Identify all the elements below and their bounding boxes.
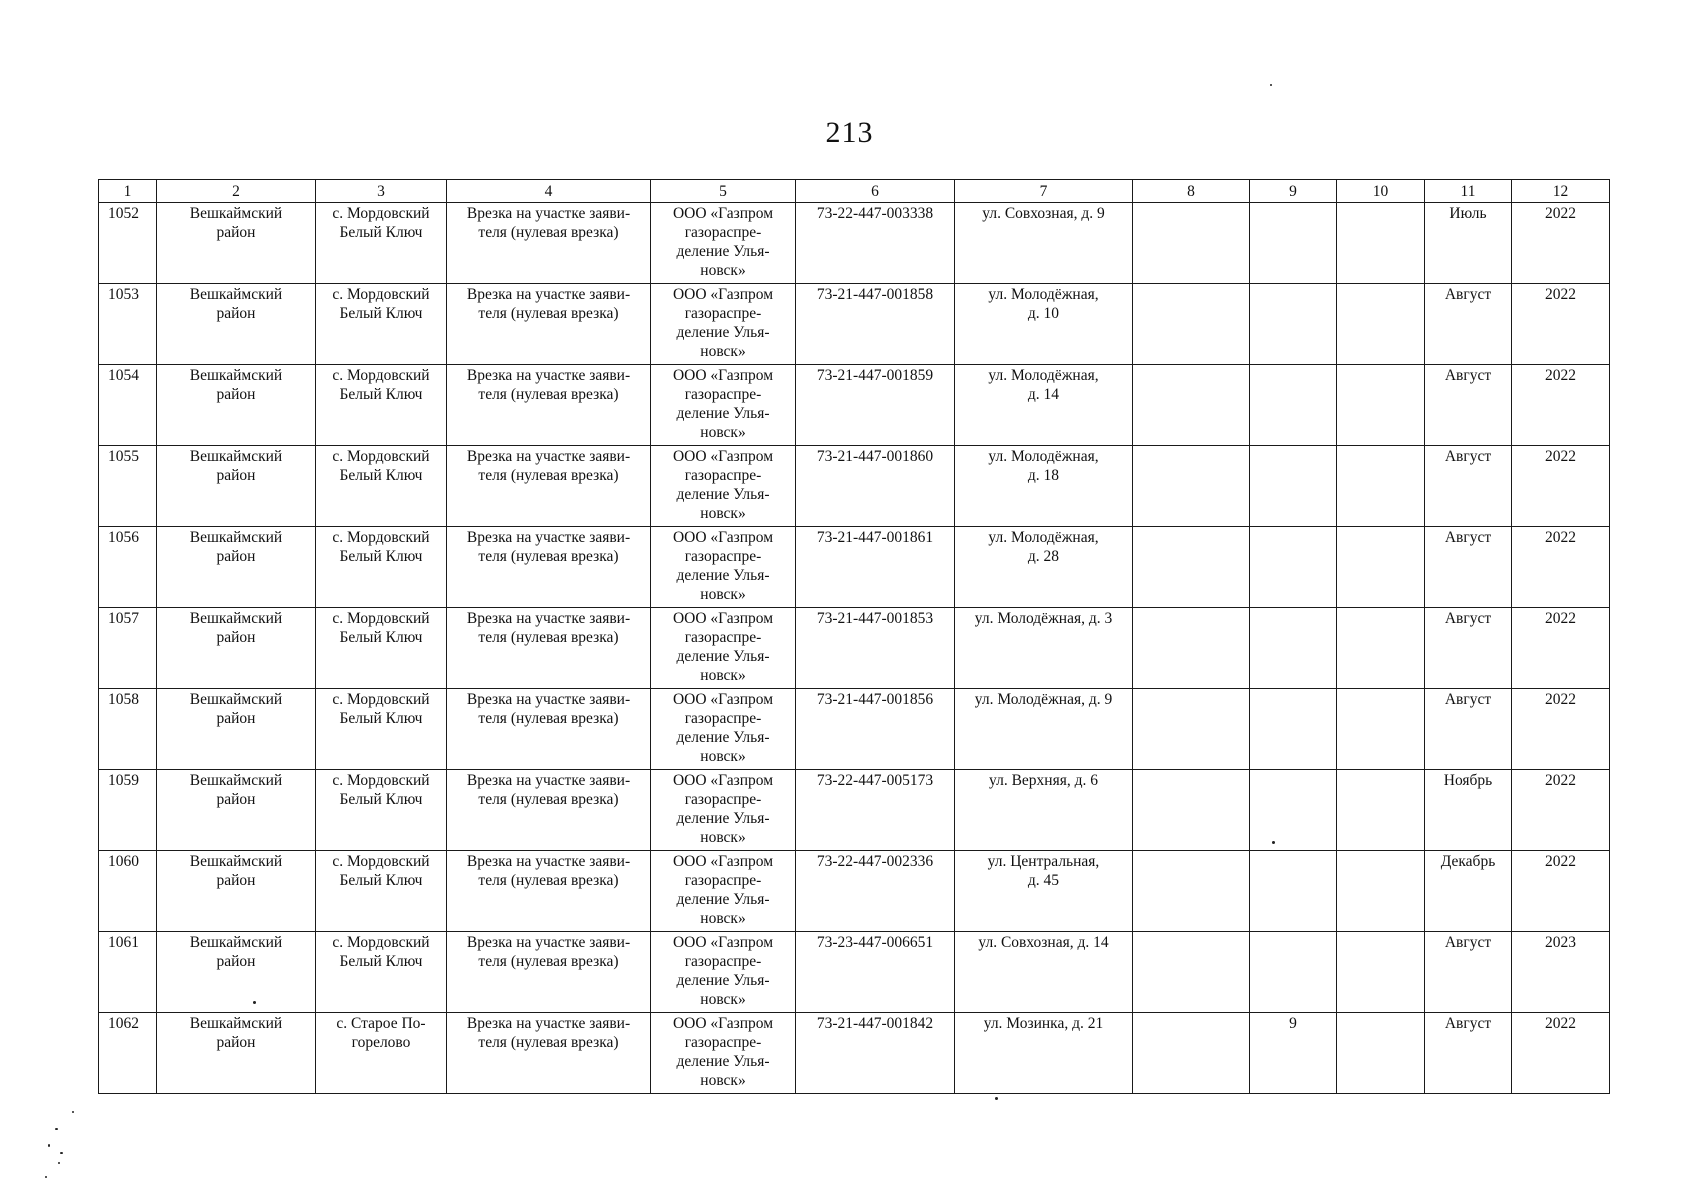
- cell-district-line: район: [216, 629, 256, 646]
- cell-organization-line: деление Улья-: [676, 486, 770, 503]
- cell-settlement: [316, 203, 447, 284]
- cell-district: [157, 284, 316, 365]
- cell-organization: [651, 1013, 796, 1094]
- cell-work-type-line: Врезка на участке заяви-: [466, 691, 631, 708]
- cell-work-type: [447, 527, 651, 608]
- column-header: 11: [1425, 180, 1512, 203]
- cell-organization-line: деление Улья-: [676, 810, 770, 827]
- cell-number: 1060: [99, 851, 157, 932]
- cell-district: [157, 203, 316, 284]
- column-header: 7: [955, 180, 1133, 203]
- cell-col10: [1337, 851, 1425, 932]
- cell-organization-line: газораспре-: [684, 386, 762, 403]
- cell-settlement: [316, 608, 447, 689]
- cell-address-line: ул. Молодёжная, д. 9: [974, 691, 1113, 708]
- cell-district-line: Вешкаймский: [189, 367, 283, 384]
- cell-col8: [1133, 446, 1250, 527]
- cell-organization-line: новск»: [700, 505, 746, 522]
- table-row: [99, 770, 1610, 851]
- cell-address: [955, 446, 1133, 527]
- cell-number: 1052: [99, 203, 157, 284]
- cell-settlement-line: горелово: [351, 1034, 411, 1051]
- cell-organization-line: новск»: [700, 748, 746, 765]
- cell-month: Август: [1425, 689, 1512, 770]
- cell-work-type: [447, 689, 651, 770]
- cell-organization-line: новск»: [700, 343, 746, 360]
- cell-object-code: 73-22-447-005173: [796, 770, 955, 851]
- cell-district: [157, 608, 316, 689]
- cell-year: 2022: [1512, 689, 1610, 770]
- cell-work-type: [447, 932, 651, 1013]
- cell-settlement: [316, 1013, 447, 1094]
- cell-year: 2023: [1512, 932, 1610, 1013]
- cell-settlement: [316, 689, 447, 770]
- cell-organization-line: ООО «Газпром: [672, 367, 774, 384]
- cell-organization-line: ООО «Газпром: [672, 691, 774, 708]
- cell-object-code: 73-21-447-001859: [796, 365, 955, 446]
- table-row: [99, 689, 1610, 770]
- cell-address: [955, 689, 1133, 770]
- cell-organization-line: новск»: [700, 424, 746, 441]
- cell-number: 1054: [99, 365, 157, 446]
- cell-col8: [1133, 1013, 1250, 1094]
- cell-col9: 9: [1250, 1013, 1337, 1094]
- cell-col8: [1133, 851, 1250, 932]
- cell-number: 1059: [99, 770, 157, 851]
- cell-address: [955, 284, 1133, 365]
- column-header: 1: [99, 180, 157, 203]
- cell-settlement-line: с. Мордовский: [332, 853, 430, 870]
- scan-speck: [72, 1111, 74, 1113]
- cell-col10: [1337, 689, 1425, 770]
- cell-district-line: район: [216, 953, 256, 970]
- cell-organization-line: газораспре-: [684, 629, 762, 646]
- cell-col9: [1250, 284, 1337, 365]
- cell-organization-line: газораспре-: [684, 791, 762, 808]
- column-header: 5: [651, 180, 796, 203]
- cell-month: Август: [1425, 284, 1512, 365]
- cell-organization-line: деление Улья-: [676, 1053, 770, 1070]
- cell-district-line: Вешкаймский: [189, 934, 283, 951]
- cell-work-type-line: теля (нулевая врезка): [478, 1034, 619, 1051]
- cell-work-type: [447, 1013, 651, 1094]
- cell-object-code: 73-21-447-001853: [796, 608, 955, 689]
- cell-work-type-line: теля (нулевая врезка): [478, 305, 619, 322]
- cell-organization-line: деление Улья-: [676, 324, 770, 341]
- cell-settlement-line: Белый Ключ: [339, 305, 423, 322]
- column-header: 4: [447, 180, 651, 203]
- cell-district-line: Вешкаймский: [189, 853, 283, 870]
- scan-speck: [1270, 84, 1272, 86]
- cell-col10: [1337, 1013, 1425, 1094]
- cell-organization-line: ООО «Газпром: [672, 1015, 774, 1032]
- cell-work-type-line: теля (нулевая врезка): [478, 791, 619, 808]
- cell-work-type: [447, 851, 651, 932]
- cell-district: [157, 689, 316, 770]
- cell-year: 2022: [1512, 770, 1610, 851]
- cell-district-line: район: [216, 1034, 256, 1051]
- cell-number: 1057: [99, 608, 157, 689]
- table-header: [99, 180, 1610, 203]
- cell-district-line: Вешкаймский: [189, 205, 283, 222]
- cell-organization: [651, 608, 796, 689]
- cell-district: [157, 851, 316, 932]
- cell-address-line: д. 10: [1027, 305, 1060, 322]
- cell-organization-line: газораспре-: [684, 953, 762, 970]
- cell-organization-line: новск»: [700, 667, 746, 684]
- cell-object-code: 73-22-447-003338: [796, 203, 955, 284]
- cell-month: Август: [1425, 365, 1512, 446]
- column-header: 6: [796, 180, 955, 203]
- cell-object-code: 73-21-447-001858: [796, 284, 955, 365]
- column-header: 9: [1250, 180, 1337, 203]
- cell-organization-line: новск»: [700, 586, 746, 603]
- cell-col9: [1250, 689, 1337, 770]
- cell-district-line: Вешкаймский: [189, 286, 283, 303]
- cell-organization-line: ООО «Газпром: [672, 772, 774, 789]
- table-row: [99, 527, 1610, 608]
- cell-address-line: ул. Совхозная, д. 9: [982, 205, 1105, 222]
- cell-work-type-line: Врезка на участке заяви-: [466, 205, 631, 222]
- cell-year: 2022: [1512, 284, 1610, 365]
- cell-address-line: ул. Верхняя, д. 6: [989, 772, 1098, 789]
- cell-work-type-line: Врезка на участке заяви-: [466, 1015, 631, 1032]
- cell-settlement-line: с. Мордовский: [332, 448, 430, 465]
- cell-col9: [1250, 770, 1337, 851]
- cell-settlement-line: с. Мордовский: [332, 529, 430, 546]
- cell-number: 1055: [99, 446, 157, 527]
- cell-col10: [1337, 527, 1425, 608]
- cell-settlement-line: с. Мордовский: [332, 772, 430, 789]
- cell-organization: [651, 365, 796, 446]
- register-table: [98, 179, 1610, 1094]
- cell-organization-line: новск»: [700, 262, 746, 279]
- cell-col8: [1133, 203, 1250, 284]
- cell-month: Август: [1425, 932, 1512, 1013]
- cell-district-line: район: [216, 386, 256, 403]
- cell-work-type: [447, 365, 651, 446]
- cell-organization-line: газораспре-: [684, 224, 762, 241]
- cell-organization-line: газораспре-: [684, 872, 762, 889]
- cell-organization: [651, 689, 796, 770]
- column-header: 10: [1337, 180, 1425, 203]
- column-header: 2: [157, 180, 316, 203]
- cell-organization-line: новск»: [700, 1072, 746, 1089]
- cell-settlement-line: Белый Ключ: [339, 953, 423, 970]
- cell-work-type-line: Врезка на участке заяви-: [466, 853, 631, 870]
- cell-organization-line: новск»: [700, 991, 746, 1008]
- cell-district-line: Вешкаймский: [189, 448, 283, 465]
- cell-work-type-line: Врезка на участке заяви-: [466, 610, 631, 627]
- cell-organization: [651, 284, 796, 365]
- cell-district-line: Вешкаймский: [189, 529, 283, 546]
- cell-settlement-line: с. Мордовский: [332, 934, 430, 951]
- cell-address-line: д. 28: [1027, 548, 1060, 565]
- cell-address-line: ул. Молодёжная, д. 3: [974, 610, 1113, 627]
- table-row: [99, 365, 1610, 446]
- cell-district-line: район: [216, 710, 256, 727]
- cell-work-type-line: Врезка на участке заяви-: [466, 448, 631, 465]
- cell-address-line: ул. Молодёжная,: [988, 367, 1099, 384]
- cell-col10: [1337, 284, 1425, 365]
- page-number: 213: [825, 116, 874, 149]
- cell-work-type-line: Врезка на участке заяви-: [466, 934, 631, 951]
- cell-object-code: 73-22-447-002336: [796, 851, 955, 932]
- cell-work-type-line: теля (нулевая врезка): [478, 467, 619, 484]
- cell-col9: [1250, 851, 1337, 932]
- cell-organization-line: газораспре-: [684, 548, 762, 565]
- cell-address: [955, 365, 1133, 446]
- cell-year: 2022: [1512, 608, 1610, 689]
- cell-month: Декабрь: [1425, 851, 1512, 932]
- cell-organization-line: деление Улья-: [676, 972, 770, 989]
- cell-organization-line: ООО «Газпром: [672, 610, 774, 627]
- cell-organization-line: деление Улья-: [676, 243, 770, 260]
- cell-settlement-line: с. Мордовский: [332, 286, 430, 303]
- cell-organization: [651, 770, 796, 851]
- cell-col9: [1250, 446, 1337, 527]
- cell-settlement-line: Белый Ключ: [339, 629, 423, 646]
- cell-address-line: д. 45: [1027, 872, 1060, 889]
- cell-col8: [1133, 932, 1250, 1013]
- cell-district-line: район: [216, 548, 256, 565]
- cell-settlement-line: Белый Ключ: [339, 872, 423, 889]
- cell-col10: [1337, 203, 1425, 284]
- cell-district-line: район: [216, 791, 256, 808]
- cell-settlement: [316, 770, 447, 851]
- cell-work-type-line: теля (нулевая врезка): [478, 548, 619, 565]
- cell-settlement: [316, 446, 447, 527]
- cell-address: [955, 203, 1133, 284]
- cell-object-code: 73-21-447-001856: [796, 689, 955, 770]
- column-header: 3: [316, 180, 447, 203]
- cell-month: Август: [1425, 527, 1512, 608]
- cell-organization: [651, 446, 796, 527]
- cell-address-line: ул. Молодёжная,: [988, 529, 1099, 546]
- cell-organization-line: деление Улья-: [676, 891, 770, 908]
- cell-organization-line: ООО «Газпром: [672, 529, 774, 546]
- cell-number: 1062: [99, 1013, 157, 1094]
- cell-col8: [1133, 365, 1250, 446]
- cell-year: 2022: [1512, 446, 1610, 527]
- cell-organization-line: ООО «Газпром: [672, 853, 774, 870]
- cell-organization-line: новск»: [700, 829, 746, 846]
- cell-address: [955, 608, 1133, 689]
- cell-work-type: [447, 770, 651, 851]
- cell-district: [157, 770, 316, 851]
- cell-district-line: район: [216, 224, 256, 241]
- cell-address: [955, 527, 1133, 608]
- cell-object-code: 73-21-447-001861: [796, 527, 955, 608]
- cell-settlement: [316, 851, 447, 932]
- cell-col9: [1250, 203, 1337, 284]
- cell-settlement-line: Белый Ключ: [339, 386, 423, 403]
- cell-col8: [1133, 527, 1250, 608]
- cell-col9: [1250, 932, 1337, 1013]
- cell-work-type-line: теля (нулевая врезка): [478, 872, 619, 889]
- cell-organization: [651, 932, 796, 1013]
- cell-month: Ноябрь: [1425, 770, 1512, 851]
- column-header: 8: [1133, 180, 1250, 203]
- cell-district-line: Вешкаймский: [189, 772, 283, 789]
- cell-district: [157, 1013, 316, 1094]
- cell-organization-line: деление Улья-: [676, 405, 770, 422]
- cell-organization: [651, 851, 796, 932]
- cell-settlement: [316, 527, 447, 608]
- cell-organization-line: ООО «Газпром: [672, 448, 774, 465]
- cell-work-type-line: теля (нулевая врезка): [478, 629, 619, 646]
- cell-col8: [1133, 608, 1250, 689]
- cell-district-line: Вешкаймский: [189, 691, 283, 708]
- cell-organization-line: газораспре-: [684, 305, 762, 322]
- column-header: 12: [1512, 180, 1610, 203]
- cell-settlement-line: с. Старое По-: [336, 1015, 426, 1032]
- cell-address-line: д. 14: [1027, 386, 1060, 403]
- cell-settlement-line: Белый Ключ: [339, 548, 423, 565]
- cell-col10: [1337, 608, 1425, 689]
- cell-organization-line: новск»: [700, 910, 746, 927]
- cell-work-type-line: Врезка на участке заяви-: [466, 367, 631, 384]
- cell-settlement-line: Белый Ключ: [339, 791, 423, 808]
- cell-number: 1058: [99, 689, 157, 770]
- cell-object-code: 73-21-447-001842: [796, 1013, 955, 1094]
- cell-district: [157, 365, 316, 446]
- cell-work-type: [447, 446, 651, 527]
- cell-organization-line: ООО «Газпром: [672, 934, 774, 951]
- cell-col10: [1337, 770, 1425, 851]
- cell-work-type: [447, 608, 651, 689]
- cell-work-type-line: теля (нулевая врезка): [478, 224, 619, 241]
- cell-col9: [1250, 527, 1337, 608]
- scan-speck: [58, 1162, 60, 1164]
- cell-number: 1056: [99, 527, 157, 608]
- cell-work-type-line: Врезка на участке заяви-: [466, 286, 631, 303]
- cell-district-line: район: [216, 305, 256, 322]
- cell-settlement-line: Белый Ключ: [339, 224, 423, 241]
- cell-work-type-line: теля (нулевая врезка): [478, 386, 619, 403]
- cell-year: 2022: [1512, 365, 1610, 446]
- cell-address-line: ул. Мозинка, д. 21: [983, 1015, 1104, 1032]
- scan-speck: [45, 1176, 47, 1178]
- cell-col10: [1337, 365, 1425, 446]
- cell-district-line: район: [216, 872, 256, 889]
- cell-col8: [1133, 770, 1250, 851]
- cell-settlement: [316, 365, 447, 446]
- table-row: [99, 1013, 1610, 1094]
- scan-speck: [253, 1001, 256, 1004]
- cell-organization-line: деление Улья-: [676, 567, 770, 584]
- table-row: [99, 284, 1610, 365]
- cell-organization-line: деление Улья-: [676, 729, 770, 746]
- cell-year: 2022: [1512, 203, 1610, 284]
- cell-month: Август: [1425, 1013, 1512, 1094]
- cell-settlement-line: с. Мордовский: [332, 205, 430, 222]
- cell-district-line: район: [216, 467, 256, 484]
- cell-district: [157, 527, 316, 608]
- cell-address: [955, 932, 1133, 1013]
- cell-district-line: Вешкаймский: [189, 1015, 283, 1032]
- header-row: [99, 180, 1610, 203]
- cell-organization-line: деление Улья-: [676, 648, 770, 665]
- cell-settlement-line: с. Мордовский: [332, 367, 430, 384]
- cell-organization-line: газораспре-: [684, 467, 762, 484]
- cell-address-line: ул. Совхозная, д. 14: [978, 934, 1109, 951]
- cell-district-line: Вешкаймский: [189, 610, 283, 627]
- cell-settlement-line: Белый Ключ: [339, 467, 423, 484]
- cell-year: 2022: [1512, 851, 1610, 932]
- cell-col9: [1250, 365, 1337, 446]
- cell-settlement-line: с. Мордовский: [332, 691, 430, 708]
- cell-district: [157, 446, 316, 527]
- cell-settlement: [316, 932, 447, 1013]
- cell-year: 2022: [1512, 527, 1610, 608]
- cell-organization: [651, 527, 796, 608]
- table-body: [99, 203, 1610, 1094]
- cell-col10: [1337, 932, 1425, 1013]
- cell-settlement-line: с. Мордовский: [332, 610, 430, 627]
- cell-month: Август: [1425, 446, 1512, 527]
- cell-number: 1053: [99, 284, 157, 365]
- cell-settlement-line: Белый Ключ: [339, 710, 423, 727]
- table-row: [99, 851, 1610, 932]
- cell-work-type-line: Врезка на участке заяви-: [466, 772, 631, 789]
- cell-work-type-line: Врезка на участке заяви-: [466, 529, 631, 546]
- cell-col9: [1250, 608, 1337, 689]
- cell-number: 1061: [99, 932, 157, 1013]
- cell-address-line: д. 18: [1027, 467, 1060, 484]
- scan-speck: [48, 1144, 50, 1147]
- cell-work-type: [447, 203, 651, 284]
- cell-organization-line: ООО «Газпром: [672, 205, 774, 222]
- table-row: [99, 203, 1610, 284]
- scan-speck: [55, 1128, 58, 1130]
- table-row: [99, 446, 1610, 527]
- cell-district: [157, 932, 316, 1013]
- cell-address-line: ул. Молодёжная,: [988, 286, 1099, 303]
- cell-work-type-line: теля (нулевая врезка): [478, 710, 619, 727]
- scan-speck: [60, 1152, 63, 1154]
- cell-work-type-line: теля (нулевая врезка): [478, 953, 619, 970]
- cell-organization-line: газораспре-: [684, 710, 762, 727]
- cell-col8: [1133, 689, 1250, 770]
- cell-address: [955, 851, 1133, 932]
- cell-address: [955, 770, 1133, 851]
- table-row: [99, 932, 1610, 1013]
- cell-address: [955, 1013, 1133, 1094]
- cell-organization-line: газораспре-: [684, 1034, 762, 1051]
- cell-organization-line: ООО «Газпром: [672, 286, 774, 303]
- cell-col10: [1337, 446, 1425, 527]
- cell-address-line: ул. Центральная,: [987, 853, 1100, 870]
- cell-work-type: [447, 284, 651, 365]
- cell-month: Август: [1425, 608, 1512, 689]
- cell-col8: [1133, 284, 1250, 365]
- cell-settlement: [316, 284, 447, 365]
- cell-object-code: 73-21-447-001860: [796, 446, 955, 527]
- cell-month: Июль: [1425, 203, 1512, 284]
- table-row: [99, 608, 1610, 689]
- scan-speck: [995, 1097, 998, 1100]
- cell-year: 2022: [1512, 1013, 1610, 1094]
- cell-object-code: 73-23-447-006651: [796, 932, 955, 1013]
- cell-address-line: ул. Молодёжная,: [988, 448, 1099, 465]
- scan-speck: [1272, 841, 1275, 844]
- cell-organization: [651, 203, 796, 284]
